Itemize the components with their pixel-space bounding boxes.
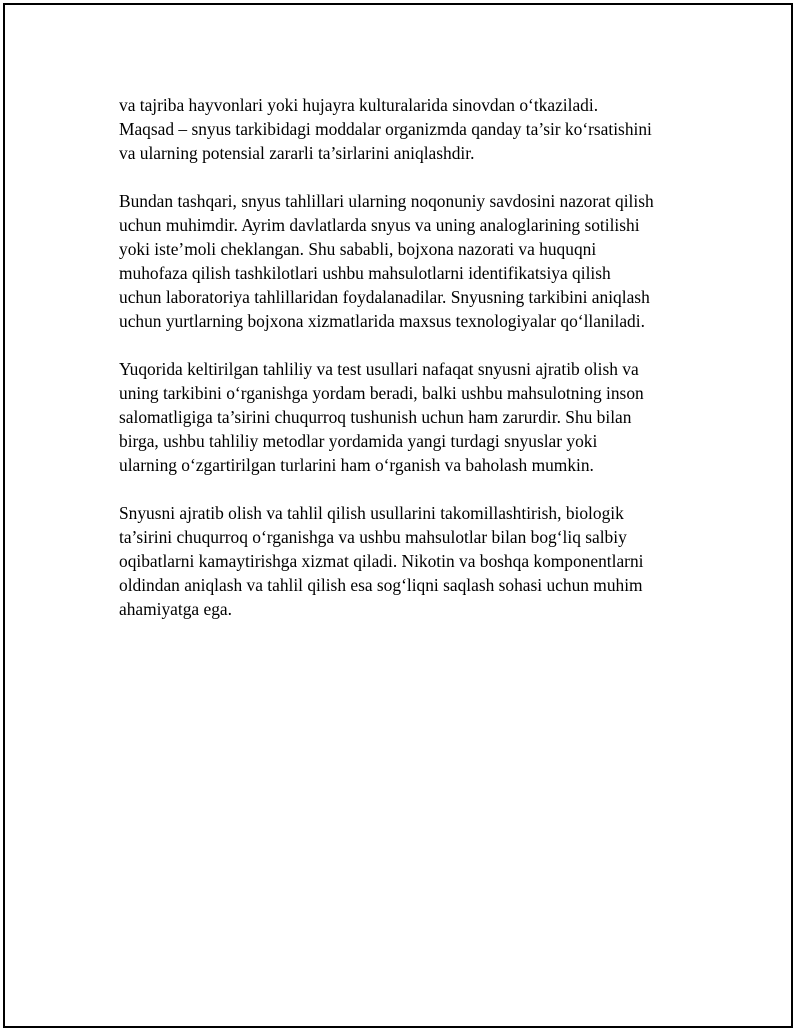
paragraph-4	[119, 501, 709, 621]
text-line: salomatligiga ta’sirini chuqurroq tushunish uchun ham zarurdir. Shu bilan	[119, 407, 632, 427]
text-line: Bundan tashqari, snyus tahlillari ularning noqonuniy savdosini nazorat qilish	[119, 191, 654, 211]
text-line: uchun muhimdir. Ayrim davlatlarda snyus va uning analoglarining sotilishi	[119, 215, 640, 235]
paragraph-2	[119, 189, 709, 333]
text-line: ularning o‘zgartirilgan turlarini ham o‘rganish va baholash mumkin.	[119, 455, 594, 475]
document-body	[119, 93, 709, 645]
text-line: uchun yurtlarning bojxona xizmatlarida maxsus texnologiyalar qo‘llaniladi.	[119, 311, 645, 331]
document-page	[3, 3, 793, 1028]
text-line: Maqsad – snyus tarkibidagi moddalar organizmda qanday ta’sir ko‘rsatishini	[119, 119, 652, 139]
text-line: yoki iste’moli cheklangan. Shu sababli, bojxona nazorati va huquqni	[119, 239, 597, 259]
text-line: va tajriba hayvonlari yoki hujayra kulturalarida sinovdan o‘tkaziladi.	[119, 95, 599, 115]
paragraph-1	[119, 93, 709, 165]
text-line: ahamiyatga ega.	[119, 599, 232, 619]
text-line: oqibatlarni kamaytirishga xizmat qiladi. Nikotin va boshqa komponentlarni	[119, 551, 644, 571]
text-line: ta’sirini chuqurroq o‘rganishga va ushbu mahsulotlar bilan bog‘liq salbiy	[119, 527, 627, 547]
text-line: oldindan aniqlash va tahlil qilish esa sog‘liqni saqlash sohasi uchun muhim	[119, 575, 643, 595]
text-line: va ularning potensial zararli ta’sirlarini aniqlashdir.	[119, 143, 475, 163]
text-line: muhofaza qilish tashkilotlari ushbu mahsulotlarni identifikatsiya qilish	[119, 263, 611, 283]
text-line: uchun laboratoriya tahlillaridan foydalanadilar. Snyusning tarkibini aniqlash	[119, 287, 650, 307]
text-line: birga, ushbu tahliliy metodlar yordamida yangi turdagi snyuslar yoki	[119, 431, 598, 451]
text-line: Snyusni ajratib olish va tahlil qilish usullarini takomillashtirish, biologik	[119, 503, 624, 523]
text-line: Yuqorida keltirilgan tahliliy va test usullari nafaqat snyusni ajratib olish va	[119, 359, 639, 379]
text-line: uning tarkibini o‘rganishga yordam beradi, balki ushbu mahsulotning inson	[119, 383, 644, 403]
paragraph-3	[119, 357, 709, 477]
